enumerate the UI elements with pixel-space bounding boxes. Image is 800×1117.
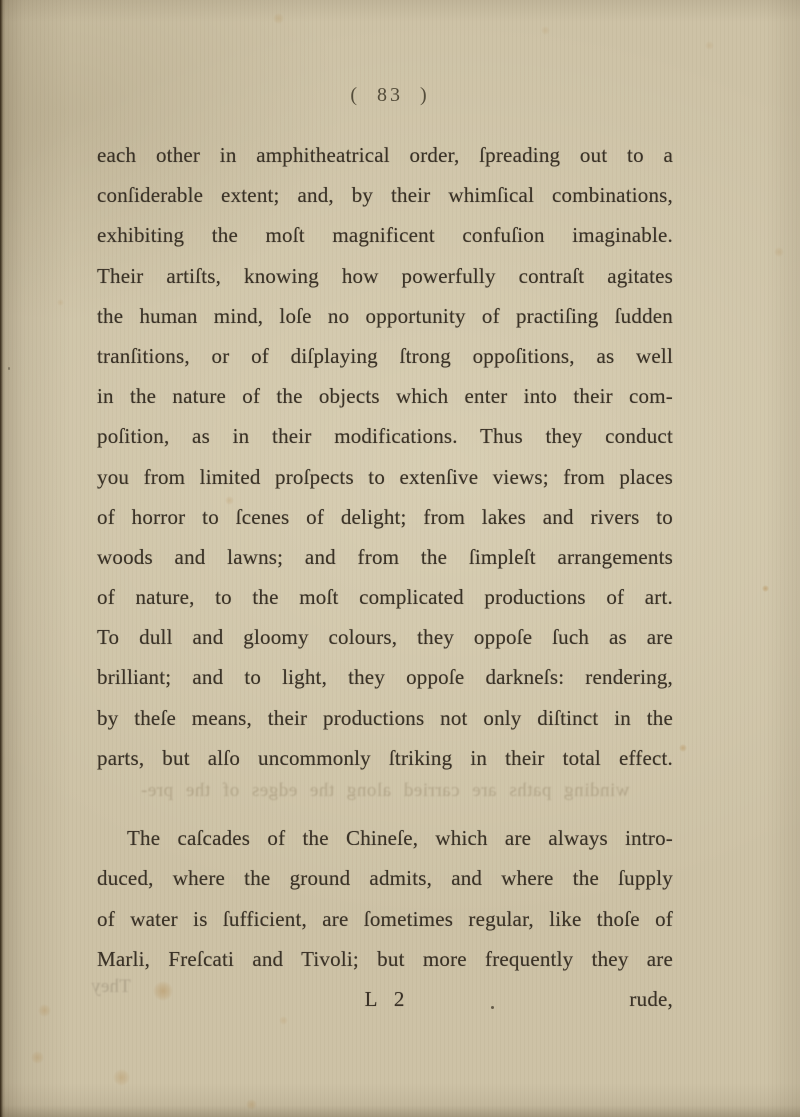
text-line: each other in amphitheatrical order, ſpreading out to a <box>97 143 673 167</box>
text-line: brilliant; and to light, they oppoſe darkneſs: rendering, <box>97 665 673 690</box>
text-line: the human mind, loſe no opportunity of practiſing ſudden <box>97 303 673 328</box>
text-line: in the nature of the objects which enter into their com- <box>97 384 673 409</box>
foxing-spot <box>705 41 714 50</box>
text-line: parts, but alſo uncommonly ſtriking in their total effect. <box>97 745 673 770</box>
text-line: exhibiting the moſt magnificent confuſion imaginable. <box>97 223 673 248</box>
text-line: Their artiſts, knowing how powerfully contraſt agitates <box>97 263 673 288</box>
ink-speck <box>8 367 10 370</box>
text-line: you from limited proſpects to extenſive views; from places <box>97 464 673 489</box>
text-line: duced, where the ground admits, and where the ſupply <box>97 866 673 891</box>
text-line: of water is ſufficient, are ſometimes regular, like thoſe of <box>97 906 673 931</box>
binding-edge-shadow <box>0 0 3 1117</box>
text-line: Marli, Freſcati and Tivoli; but more frequently they are <box>97 946 673 971</box>
show-through-text: winding paths are carried along the edges of the pre- <box>140 780 630 801</box>
text-line: tranſitions, or of diſplaying ſtrong oppoſitions, as well <box>97 343 673 368</box>
show-through-catchword: They <box>91 975 131 997</box>
signature-row <box>91 975 673 1019</box>
foxing-spot <box>541 26 550 35</box>
text-line: of horror to ſcenes of delight; from lakes and rivers to <box>97 504 673 529</box>
text-line: woods and lawns; and from the ſimpleſt arrangements <box>97 544 673 569</box>
foxing-spot <box>113 1069 130 1086</box>
text-line: The caſcades of the Chineſe, which are always intro- <box>127 826 673 851</box>
page-number: ( 83 ) <box>350 84 430 106</box>
foxing-spot <box>38 1004 51 1017</box>
text-line: of nature, to the moſt complicated productions of art. <box>97 585 673 610</box>
foxing-spot <box>246 1099 257 1110</box>
foxing-spot <box>31 1051 44 1064</box>
catchword: rude, <box>629 986 673 1011</box>
foxing-spot <box>57 299 64 306</box>
text-line: To dull and gloomy colours, they oppoſe ſuch as are <box>97 625 673 650</box>
foxing-spot <box>273 13 284 24</box>
foxing-spot <box>679 744 687 752</box>
paragraph-gap <box>97 778 673 818</box>
foxing-spot <box>762 585 769 592</box>
text-line: poſition, as in their modifications. Thus they conduct <box>97 424 673 449</box>
body-text <box>91 135 673 1019</box>
text-line: conſiderable extent; and, by their whimſical combinations, <box>97 183 673 208</box>
signature-mark: L 2 <box>364 986 406 1011</box>
foxing-spot <box>774 247 784 257</box>
text-line: by theſe means, their productions not only diſtinct in the <box>97 705 673 730</box>
